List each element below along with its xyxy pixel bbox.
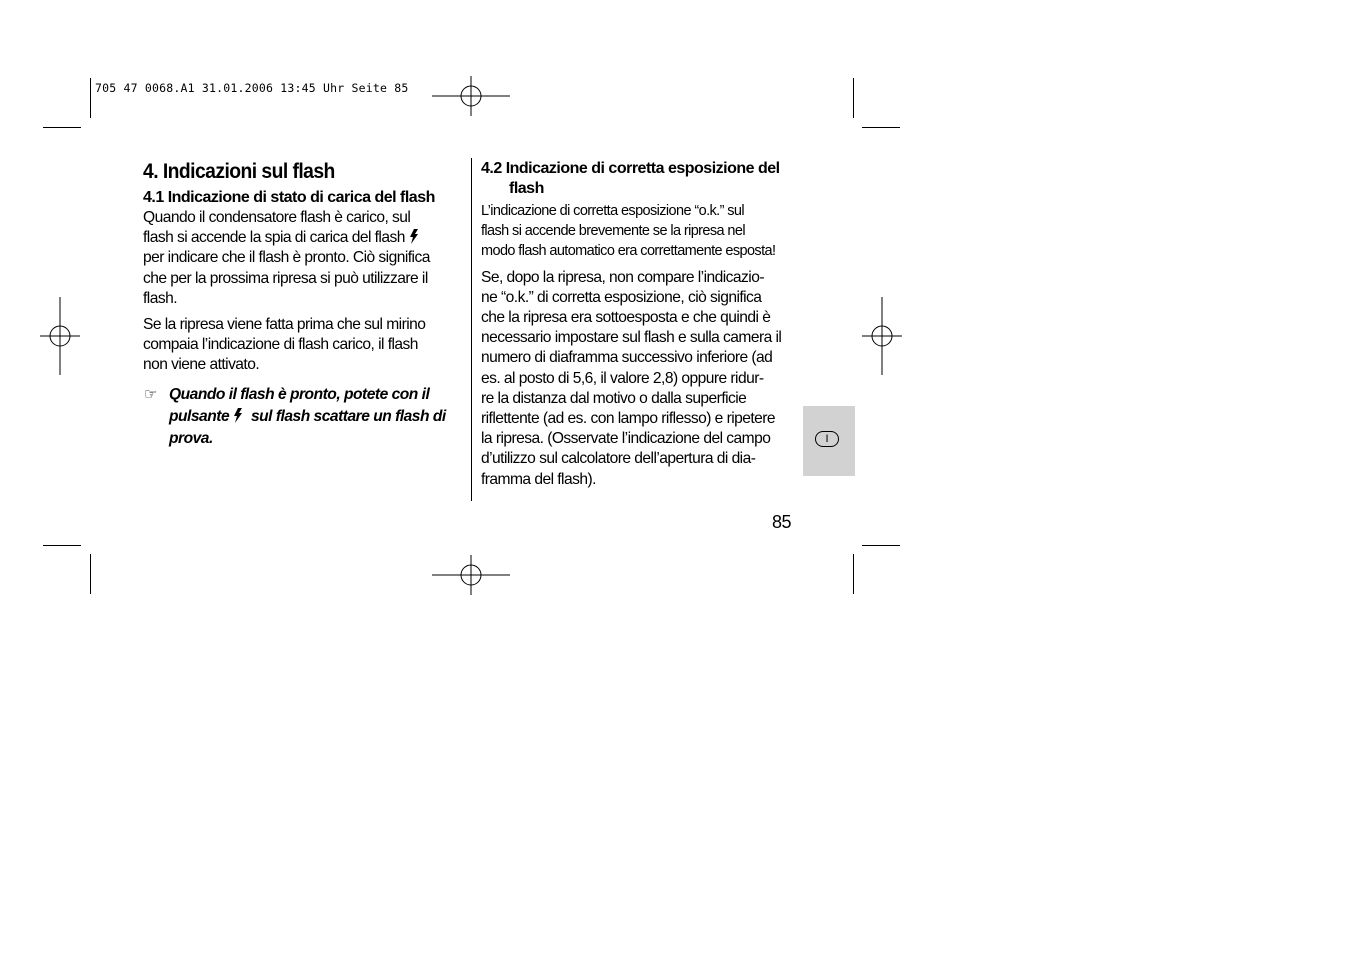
lightning-bolt-icon xyxy=(409,229,419,244)
text-line: prova. xyxy=(169,429,213,447)
text-line: flash si accende brevemente se la ripresa nel xyxy=(481,223,745,240)
text-line: Quando il condensatore flash è carico, sul xyxy=(143,209,411,226)
text-line: L’indicazione di corretta esposizione “o.k.” sul xyxy=(481,203,744,219)
text-line: es. al posto di 5,6, il valore 2,8) oppure ridur- xyxy=(481,369,764,387)
text-line: re la distanza dal motivo o dalla superficie xyxy=(481,389,747,407)
print-slug: 705 47 0068.A1 31.01.2006 13:45 Uhr Seite 85 xyxy=(95,81,409,95)
paragraph-underexposed xyxy=(481,268,803,490)
text-line: Se la ripresa viene fatta prima che sul mirino xyxy=(143,316,426,334)
text-line: non viene attivato. xyxy=(143,356,260,374)
language-badge: I xyxy=(815,431,839,447)
registration-mark-icon xyxy=(432,555,510,595)
crop-mark-bottom-left-vertical xyxy=(90,554,91,594)
text-line: flash si accende la spia di carica del flash xyxy=(143,229,405,247)
lightning-bolt-icon xyxy=(233,408,243,423)
crop-mark-top-right-horizontal xyxy=(862,127,900,128)
text-line: la ripresa. (Osservate l’indicazione del campo xyxy=(481,430,771,448)
crop-mark-bottom-left-horizontal xyxy=(43,545,81,546)
text-line: Se, dopo la ripresa, non compare l’indicazio- xyxy=(481,268,764,286)
paragraph-not-triggered xyxy=(143,315,461,376)
language-tab xyxy=(803,406,855,476)
text-line: per indicare che il flash è pronto. Ciò significa xyxy=(143,249,430,267)
crop-mark-top-left-vertical xyxy=(90,78,91,118)
column-divider xyxy=(471,158,472,501)
text-line: flash. xyxy=(143,289,177,307)
text-line: riflettente (ad es. con lampo riflesso) e ripetere xyxy=(481,410,776,428)
text-line: modo flash automatico era correttamente esposta! xyxy=(481,243,776,260)
text-line: ne “o.k.” di corretta esposizione, ciò significa xyxy=(481,288,762,306)
text-line: Quando il flash è pronto, potete con il xyxy=(169,385,430,403)
text-line: pulsante xyxy=(169,407,230,425)
pointing-hand-icon: ☞ xyxy=(144,385,157,403)
subsection-title-4-1: 4.1 Indicazione di stato di carica del flash xyxy=(143,189,435,206)
subsection-title-4-2 xyxy=(481,159,803,199)
text-line: framma del flash). xyxy=(481,470,596,488)
text-line: numero di diaframma successivo inferiore (ad xyxy=(481,349,773,367)
left-column xyxy=(143,158,461,450)
text-line: compaia l’indicazione di flash carico, il flash xyxy=(143,336,418,354)
text-line: che per la prossima ripresa si può utilizzare il xyxy=(143,269,428,287)
tip-note xyxy=(143,384,461,450)
registration-mark-icon xyxy=(862,297,902,375)
text-line: che la ripresa era sottoesposta e che quindi è xyxy=(481,309,771,327)
crop-mark-top-left-horizontal xyxy=(43,127,81,128)
text-line: d’utilizzo sul calcolatore dell’apertura di dia- xyxy=(481,450,756,468)
section-title: 4. Indicazioni sul flash xyxy=(143,160,335,183)
page-number: 85 xyxy=(772,512,792,532)
paragraph-charge-status xyxy=(143,208,461,309)
text-line: 4.2 Indicazione di corretta esposizione del xyxy=(481,160,780,177)
right-column xyxy=(481,158,803,490)
text-line: sul flash scattare un flash di xyxy=(250,407,446,425)
registration-mark-icon xyxy=(40,297,80,375)
crop-mark-top-right-vertical xyxy=(853,78,854,118)
text-line: necessario impostare sul flash e sulla camera il xyxy=(481,329,782,347)
text-line: flash xyxy=(509,180,544,197)
crop-mark-bottom-right-vertical xyxy=(853,554,854,594)
crop-mark-bottom-right-horizontal xyxy=(862,545,900,546)
registration-mark-icon xyxy=(432,76,510,116)
paragraph-ok-indicator xyxy=(481,201,803,262)
